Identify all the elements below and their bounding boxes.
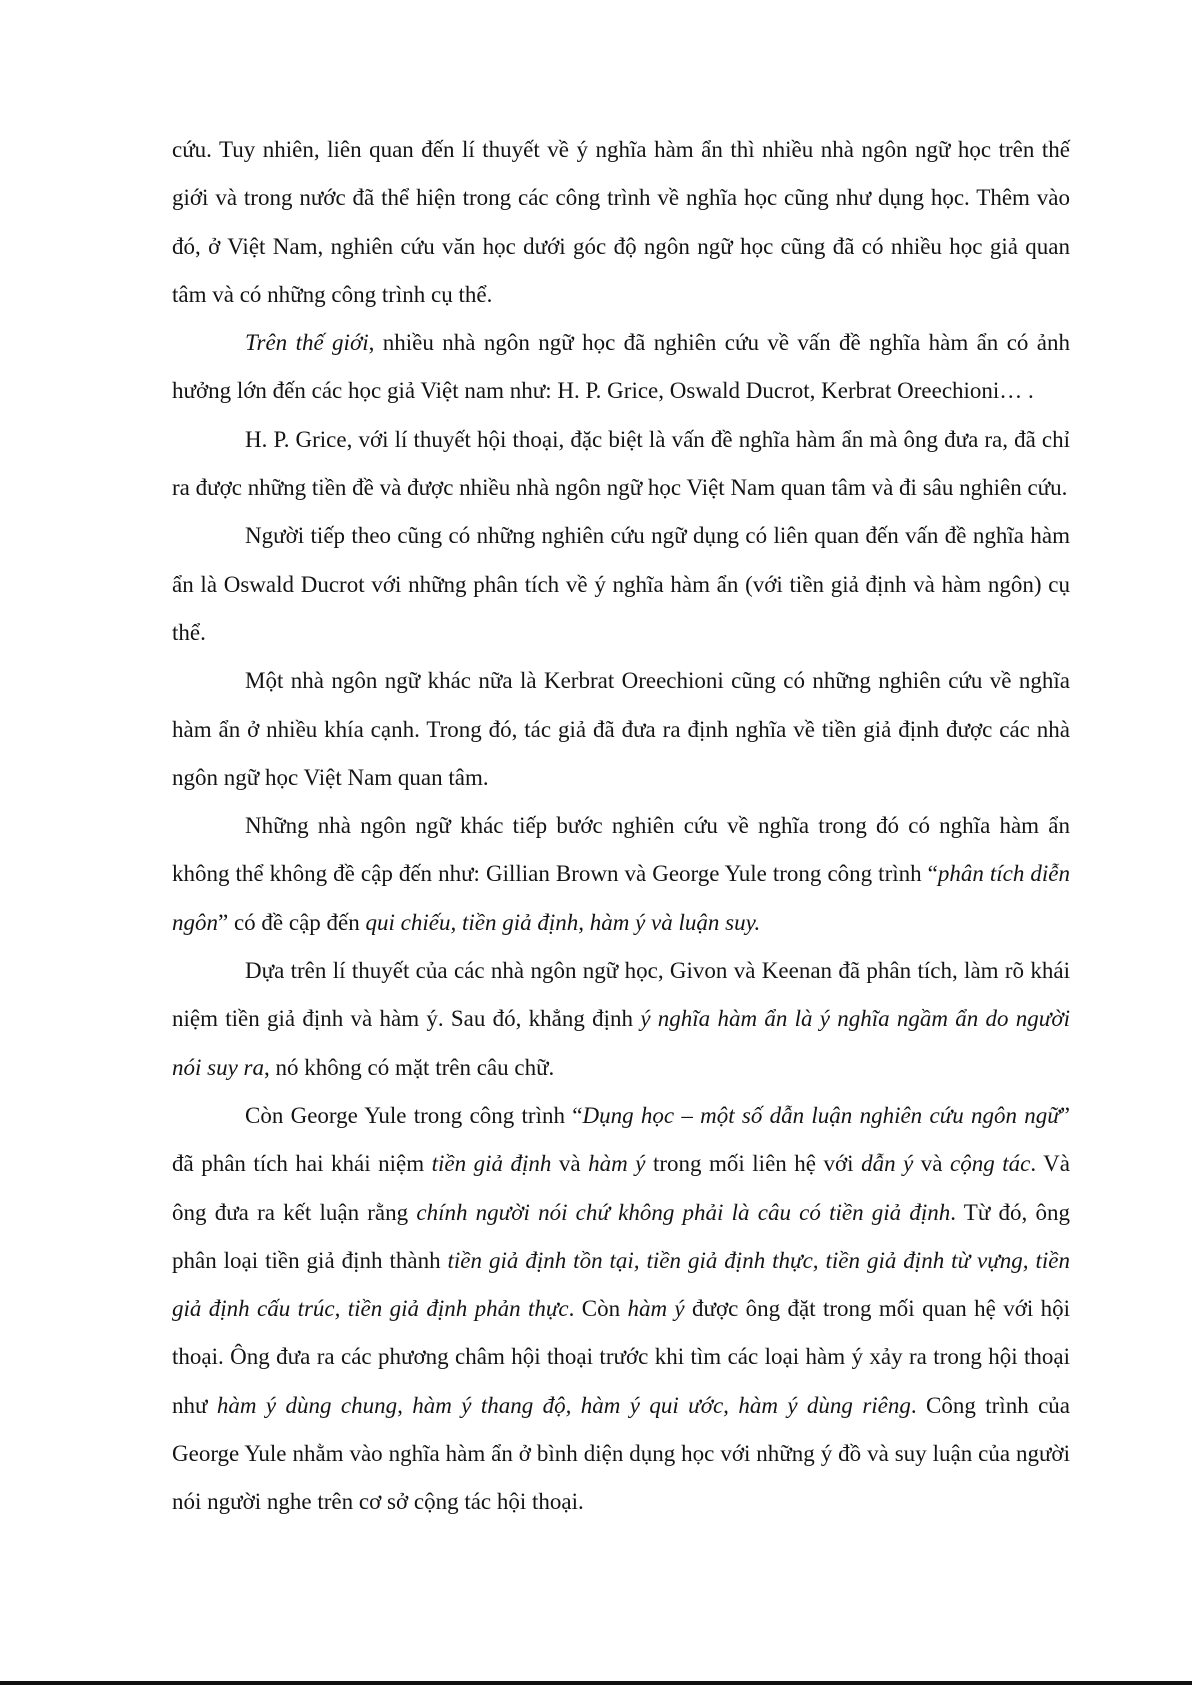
text-run: , nó không có mặt trên câu chữ. — [264, 1054, 555, 1080]
text-run: trong mối liên hệ với — [645, 1151, 862, 1177]
paragraph-grice — [172, 416, 1070, 513]
text-run: , nhiều nhà ngôn ngữ học đã nghiên cứu về vấn đề nghĩa hàm ẩn có ảnh hưởng lớn đến các học giả Việt nam như: H. P. Grice, Oswald Ducrot, Kerbrat Oreechioni… . — [172, 330, 1070, 404]
paragraph-george-yule — [172, 1092, 1070, 1527]
italic-run: chính người nói chứ không phải là câu có tiền giả định — [416, 1199, 951, 1225]
text-run: và — [913, 1151, 950, 1177]
text-run: và — [551, 1151, 589, 1177]
italic-run: hàm ý dùng chung, hàm ý thang độ, hàm ý qui ước, hàm ý dùng riêng — [216, 1392, 911, 1418]
italic-run: phân tích diễn ngôn — [172, 861, 1070, 935]
paragraph-ducrot — [172, 512, 1070, 657]
paragraph-givon-keenan — [172, 947, 1070, 1092]
text-run: được ông đặt trong mối quan hệ với hội thoại. Ông đưa ra các phương châm hội thoại trước khi tìm các loại hàm ý xảy ra trong hội thoại như — [172, 1296, 1071, 1418]
text-run: Một nhà ngôn ngữ khác nữa là Kerbrat Oreechioni cũng có những nghiên cứu về nghĩa hàm ẩn ở nhiều khía cạnh. Trong đó, tác giả đã đưa ra định nghĩa về tiền giả định được các nhà ngôn ngữ học Việt Nam quan tâm. — [172, 668, 1070, 790]
document-page — [172, 126, 1070, 1527]
text-run: H. P. Grice, với lí thuyết hội thoại, đặc biệt là vấn đề nghĩa hàm ẩn mà ông đưa ra, đã chỉ ra được những tiền đề và được nhiều nhà ngôn ngữ học Việt Nam quan tâm và đi sâu nghiên cứu. — [172, 426, 1070, 501]
text-run: ” đã phân tích hai khái niệm — [172, 1102, 1071, 1177]
text-run: Những nhà ngôn ngữ khác tiếp bước nghiên cứu về nghĩa trong đó có nghĩa hàm ẩn không thể không đề cập đến như: Gillian Brown và George Yule trong công trình “ — [172, 813, 1070, 887]
italic-run: Dụng học – một số dẫn luận nghiên cứu ngôn ngữ — [582, 1102, 1060, 1128]
text-run: . Công trình của George Yule nhằm vào nghĩa hàm ẩn ở bình diện dụng học với những ý đồ và suy luận của người nói người nghe trên cơ sở cộng tác hội thoại. — [172, 1392, 1071, 1515]
paragraph-intro — [172, 126, 1070, 319]
italic-run: qui chiếu, tiền giả định, hàm ý và luận suy. — [365, 909, 761, 935]
text-run: Còn George Yule trong công trình “ — [245, 1102, 583, 1128]
italic-run: tiền giả định — [431, 1151, 552, 1177]
italic-run: hàm ý — [588, 1151, 646, 1177]
text-run: . Và ông đưa ra kết luận rằng — [172, 1151, 1070, 1225]
text-run: . Từ đó, ông phân loại tiền giả định thành — [172, 1199, 1070, 1273]
text-run: ” có đề cập đến — [218, 909, 366, 935]
italic-run: ý nghĩa hàm ẩn là ý nghĩa ngầm ẩn do người nói suy ra — [172, 1006, 1070, 1080]
paragraph-brown-yule — [172, 802, 1070, 947]
text-run: . Còn — [568, 1296, 628, 1322]
text-run: Dựa trên lí thuyết của các nhà ngôn ngữ học, Givon và Keenan đã phân tích, làm rõ khái niệm tiền giả định và hàm ý. Sau đó, khẳng định — [172, 958, 1070, 1032]
page-bottom-edge — [0, 1681, 1192, 1685]
paragraph-world-researchers — [172, 319, 1070, 416]
text-run: Người tiếp theo cũng có những nghiên cứu ngữ dụng có liên quan đến vấn đề nghĩa hàm ẩn là Oswald Ducrot với những phân tích về ý nghĩa hàm ẩn (với tiền giả định và hàm ngôn) cụ thể. — [172, 523, 1070, 645]
text-run: cứu. Tuy nhiên, liên quan đến lí thuyết về ý nghĩa hàm ẩn thì nhiều nhà ngôn ngữ học trên thế giới và trong nước đã thể hiện trong các công trình về nghĩa học cũng như dụng học. Thêm vào đó, ở Việt Nam, nghiên cứu văn học dưới góc độ ngôn ngữ học cũng đã có nhiều học giả quan tâm và có những công trình cụ thể. — [172, 137, 1070, 307]
italic-run: tiền giả định tồn tại, tiền giả định thực, tiền giả định từ vựng, tiền giả định cấu trúc, tiền giả định phản thực — [172, 1247, 1070, 1322]
italic-run: hàm ý — [627, 1296, 685, 1322]
italic-run: dẫn ý — [861, 1151, 914, 1177]
italic-run: Trên thế giới — [245, 330, 369, 356]
italic-run: cộng tác — [950, 1151, 1031, 1177]
paragraph-oreechioni — [172, 657, 1070, 802]
